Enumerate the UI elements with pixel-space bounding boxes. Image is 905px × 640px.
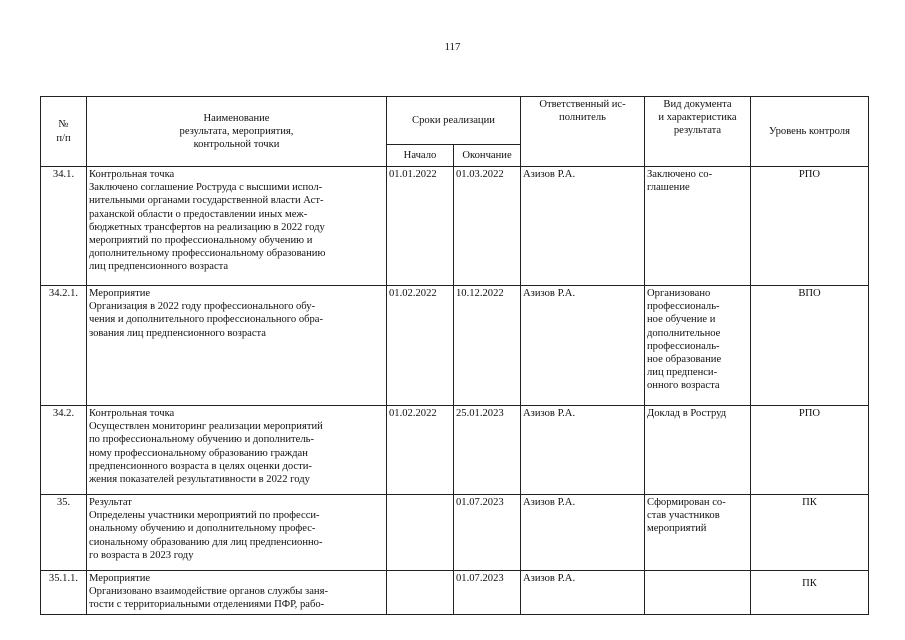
table-row [41, 406, 869, 495]
row-num: 35. [41, 495, 87, 571]
row-document: Сформирован со- став участников мероприятий [645, 495, 751, 571]
row-document: Доклад в Роструд [645, 406, 751, 495]
row-start: 01.02.2022 [387, 406, 454, 495]
header-name: Наименование результата, мероприятия, контрольной точки [87, 97, 387, 167]
row-type-label: Контрольная точка [89, 169, 175, 180]
row-start [387, 495, 454, 571]
row-start [387, 571, 454, 615]
row-level: ВПО [751, 286, 869, 406]
row-description: Заключено соглашение Роструда с высшими испол- нительными органами государственной власти Аст- раханской области о предоставлении иных меж- бюджетных трансфертов на реализацию в 2022 году мероприятий по профессиональному обучению и дополнительному профессиональному образованию лиц предпенсионного возраста [89, 182, 326, 273]
table-row [41, 286, 869, 406]
row-end: 01.07.2023 [454, 571, 521, 615]
table-row [41, 495, 869, 571]
row-level: РПО [751, 406, 869, 495]
header-period: Сроки реализации [387, 97, 521, 145]
row-end: 01.07.2023 [454, 495, 521, 571]
row-name [87, 286, 387, 406]
row-end: 25.01.2023 [454, 406, 521, 495]
row-responsible: Азизов Р.А. [521, 571, 645, 615]
row-num: 34.2.1. [41, 286, 87, 406]
row-name [87, 571, 387, 615]
header-responsible: Ответственный ис- полнитель [521, 97, 645, 167]
row-level: ПК [751, 495, 869, 571]
row-level: РПО [751, 167, 869, 286]
row-end: 10.12.2022 [454, 286, 521, 406]
row-responsible: Азизов Р.А. [521, 406, 645, 495]
table-row [41, 167, 869, 286]
row-num: 34.2. [41, 406, 87, 495]
row-responsible: Азизов Р.А. [521, 286, 645, 406]
row-num: 34.1. [41, 167, 87, 286]
row-name [87, 406, 387, 495]
row-description: Осуществлен мониторинг реализации мероприятий по профессиональному обучению и дополнитель- ному профессиональному образованию граждан предпенсионного возраста в целях оценки дости- жения показателей результативности в 2022 году [89, 421, 323, 486]
row-start: 01.02.2022 [387, 286, 454, 406]
row-description: Определены участники мероприятий по професси- ональному обучению и дополнительному профес- сиональному образованию для лиц предпенсионно- го возраста в 2023 году [89, 510, 323, 561]
row-name [87, 495, 387, 571]
row-name [87, 167, 387, 286]
header-start: Начало [387, 145, 454, 167]
row-start: 01.01.2022 [387, 167, 454, 286]
row-description: Организация в 2022 году профессионального обу- чения и дополнительного профессионального обра- зования лиц предпенсионного возраста [89, 301, 324, 339]
plan-table [40, 96, 869, 615]
row-level: ПК [751, 571, 869, 615]
row-type-label: Результат [89, 497, 132, 508]
row-document [645, 571, 751, 615]
row-type-label: Мероприятие [89, 573, 151, 584]
row-document: Организовано профессиональ- ное обучение и дополнительное профессиональ- ное образование лиц предпенси- онного возраста [645, 286, 751, 406]
header-doc: Вид документа и характеристика результата [645, 97, 751, 167]
row-type-label: Мероприятие [89, 288, 151, 299]
row-responsible: Азизов Р.А. [521, 167, 645, 286]
row-type-label: Контрольная точка [89, 408, 175, 419]
row-num: 35.1.1. [41, 571, 87, 615]
table-row [41, 571, 869, 615]
header-num: № п/п [41, 97, 87, 167]
row-responsible: Азизов Р.А. [521, 495, 645, 571]
row-description: Организовано взаимодействие органов службы заня- тости с территориальными отделениями ПФР, рабо- [89, 586, 328, 611]
page-number: 117 [444, 41, 461, 53]
header-level: Уровень контроля [751, 97, 869, 167]
row-document: Заключено со- глашение [645, 167, 751, 286]
row-end: 01.03.2022 [454, 167, 521, 286]
header-end: Окончание [454, 145, 521, 167]
